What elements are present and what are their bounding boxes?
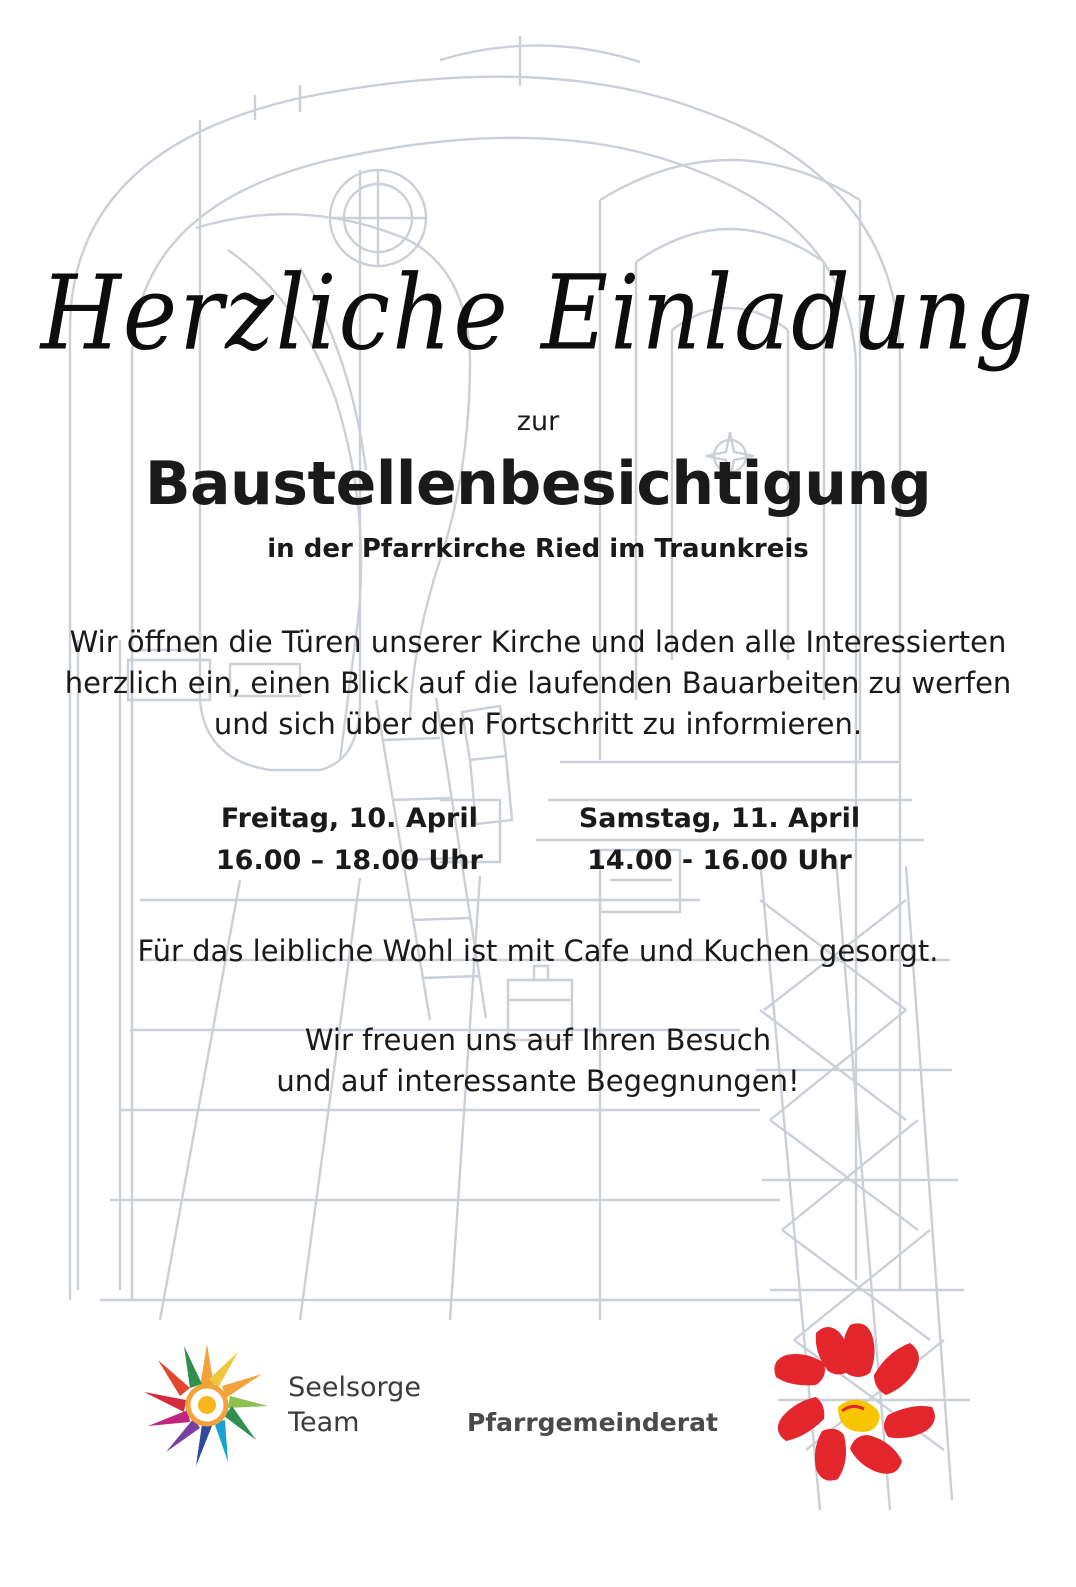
footer-logos [0, 1315, 1076, 1495]
closing-note [276, 1020, 799, 1102]
seelsorge-team-wordmark [288, 1370, 421, 1440]
seelsorge-line-1: Seelsorge [288, 1371, 421, 1403]
date-time: 14.00 - 16.00 Uhr [587, 844, 852, 876]
date-day: Samstag, 11. April [578, 802, 861, 834]
flower-icon [764, 1315, 944, 1495]
pfarrgemeinderat-label: Pfarrgemeinderat [466, 1407, 718, 1437]
date-entry [216, 798, 483, 882]
date-entry [579, 798, 860, 882]
date-time: 16.00 – 18.00 Uhr [215, 844, 483, 876]
closing-line-2: und auf interessante Begegnungen! [276, 1063, 800, 1098]
closing-line-1: Wir freuen uns auf Ihren Besuch [304, 1022, 772, 1057]
catering-note: Für das leibliche Wohl ist mit Cafe und Kuchen gesorgt. [137, 933, 939, 968]
page-title: Herzliche Einladung [40, 253, 1036, 374]
event-title: Baustellenbesichtigung [144, 449, 932, 519]
event-dates [216, 798, 860, 882]
seelsorge-team-logo [132, 1330, 421, 1480]
event-location: in der Pfarrkirche Ried im Traunkreis [267, 534, 809, 564]
seelsorge-line-2: Team [288, 1407, 360, 1438]
title-connector: zur [516, 406, 560, 437]
date-day: Freitag, 10. April [220, 802, 478, 834]
intro-paragraph: Wir öffnen die Türen unserer Kirche und laden alle Interessierten herzlich ein, einen Blick auf die laufenden Bauarbeiten zu werfen und sich über den Fortschritt zu informieren. [64, 625, 1012, 742]
starburst-icon [132, 1330, 282, 1480]
